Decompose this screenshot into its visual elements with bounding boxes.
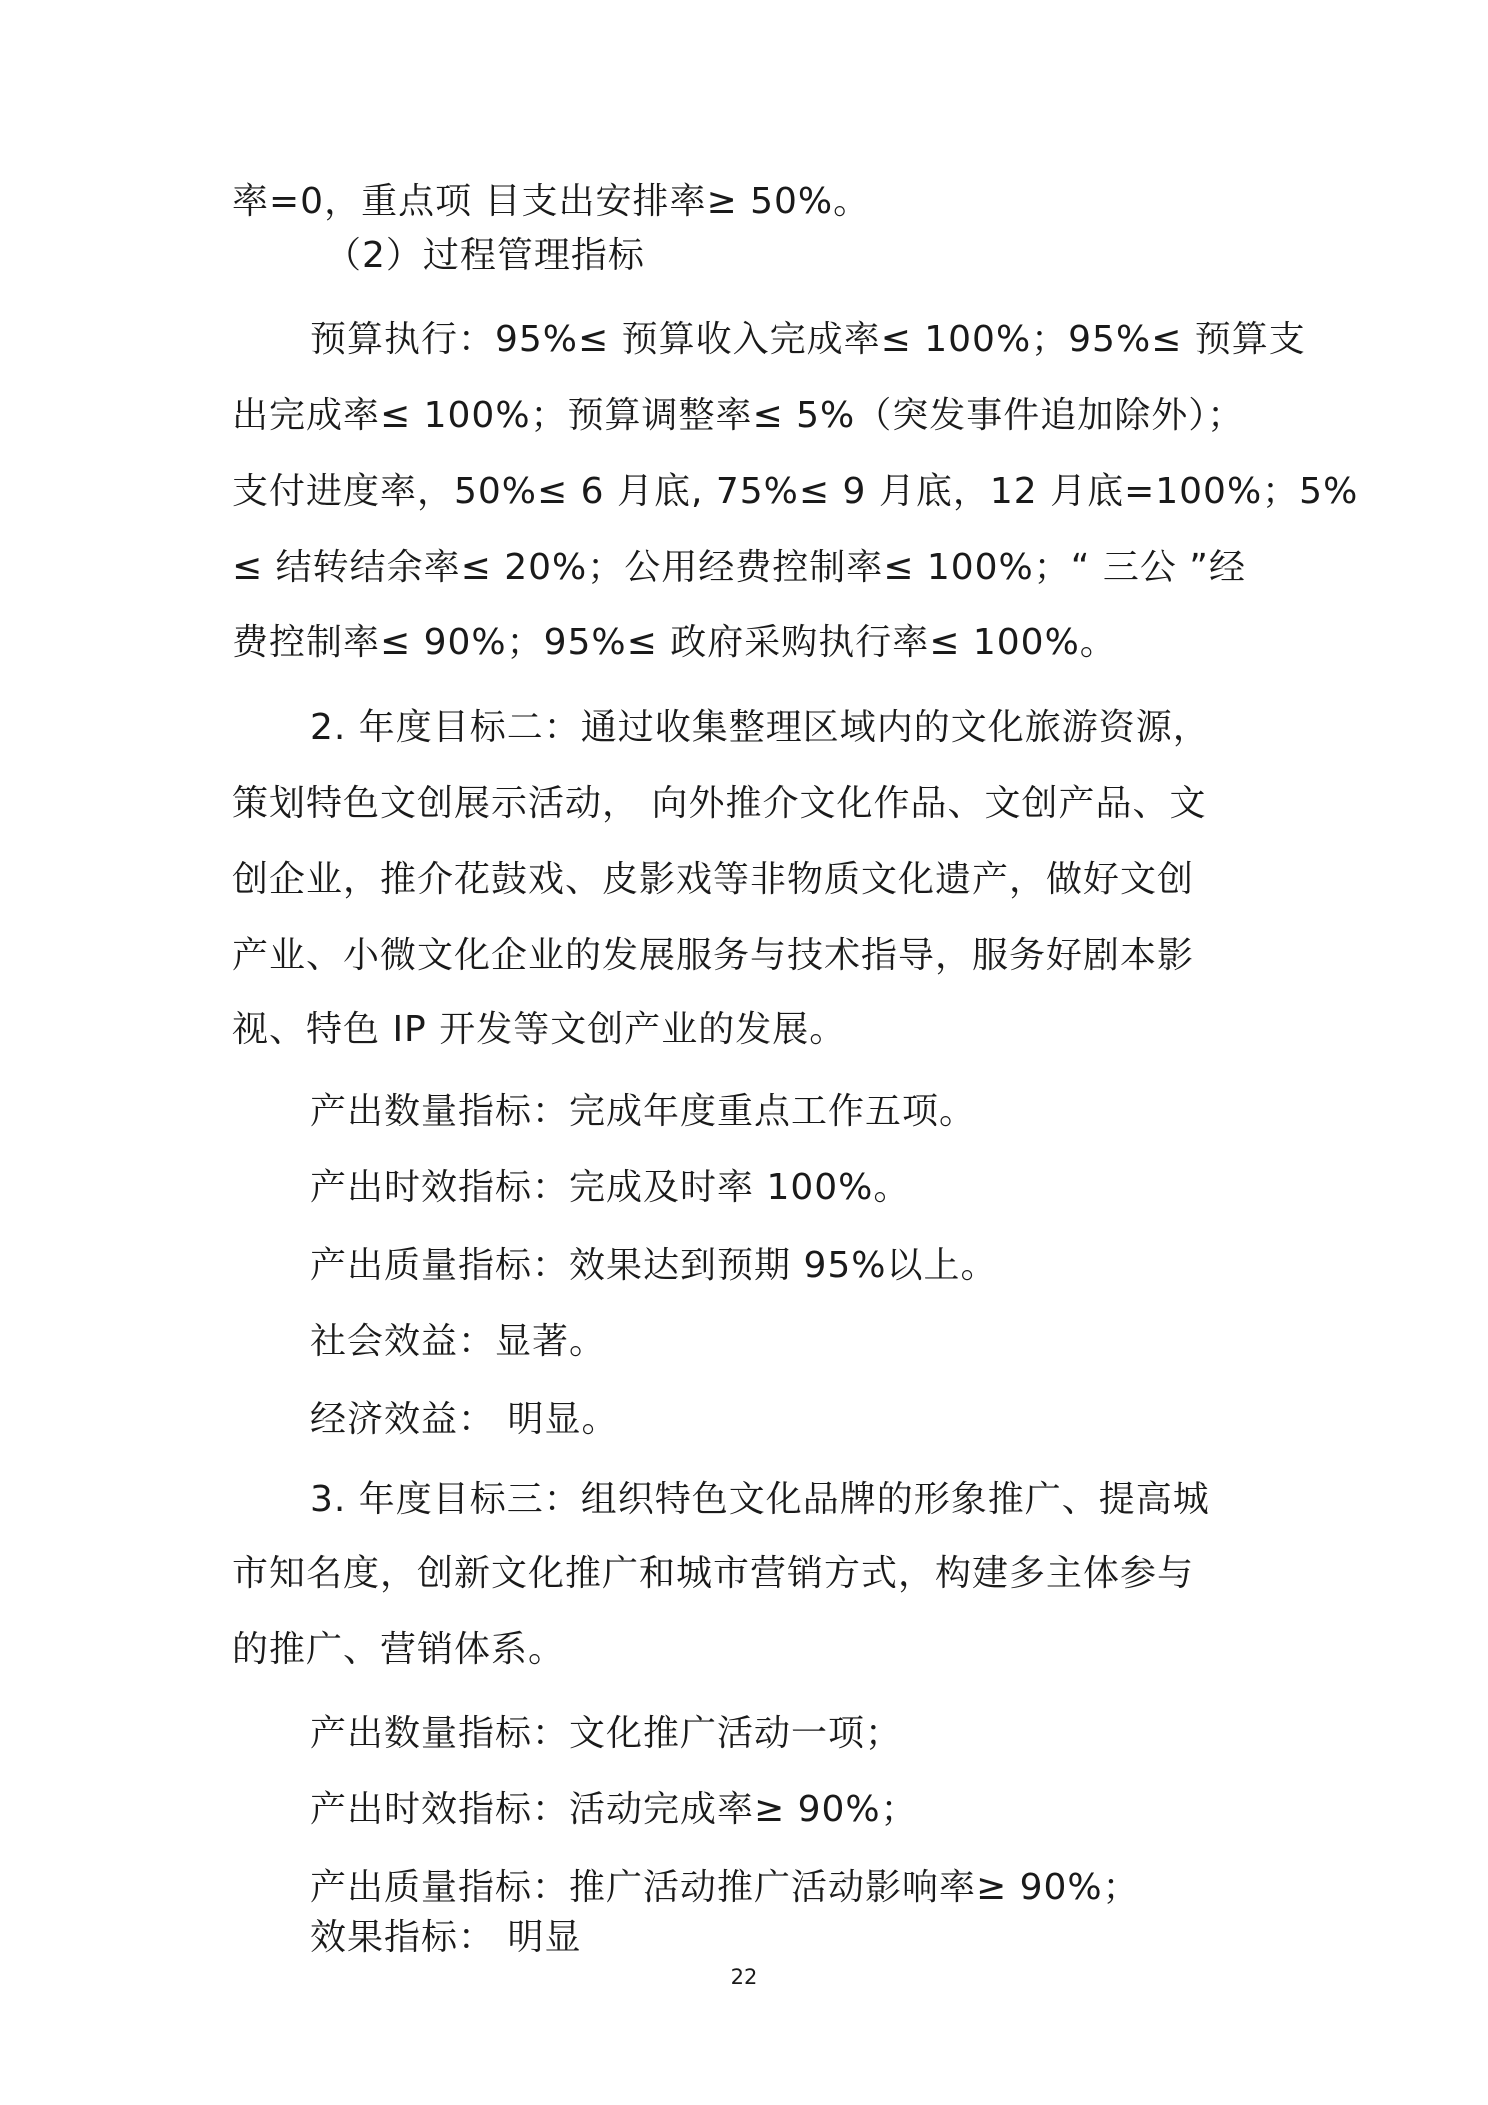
text-line: 率=0，重点项 目支出安排率≥ 50%。 — [232, 181, 871, 222]
indicator-line: 产出数量指标：文化推广活动一项； — [310, 1713, 903, 1754]
text-line: 费控制率≤ 90%；95%≤ 政府采购执行率≤ 100%。 — [232, 622, 1117, 663]
page-number: 22 — [730, 1965, 758, 1989]
text-line: 的推广、营销体系。 — [232, 1629, 566, 1670]
indicator-line: 产出质量指标：效果达到预期 95%以上。 — [310, 1245, 998, 1286]
indicator-line: 社会效益：显著。 — [310, 1321, 607, 1362]
indicator-line: 产出时效指标：活动完成率≥ 90%； — [310, 1789, 918, 1830]
text-line: ≤ 结转结余率≤ 20%；公用经费控制率≤ 100%；“ 三公 ”经 — [232, 547, 1246, 588]
text-line: 产业、小微文化企业的发展服务与技术指导，服务好剧本影 — [232, 935, 1195, 976]
text-line: 出完成率≤ 100%；预算调整率≤ 5%（突发事件追加除外）； — [232, 395, 1245, 436]
text-line: 预算执行：95%≤ 预算收入完成率≤ 100%；95%≤ 预算支 — [310, 319, 1306, 360]
indicator-line: 产出质量指标：推广活动推广活动影响率≥ 90%； — [310, 1867, 1140, 1908]
text-line: 支付进度率，50%≤ 6 月底, 75%≤ 9 月底，12 月底=100%；5% — [232, 471, 1359, 512]
text-line: 市知名度，创新文化推广和城市营销方式，构建多主体参与 — [232, 1553, 1195, 1594]
text-line: 创企业，推介花鼓戏、皮影戏等非物质文化遗产，做好文创 — [232, 859, 1195, 900]
text-line: 视、特色 IP 开发等文创产业的发展。 — [232, 1009, 847, 1050]
text-line: 策划特色文创展示活动， 向外推介文化作品、文创产品、文 — [232, 783, 1207, 824]
indicator-line: 产出数量指标：完成年度重点工作五项。 — [310, 1091, 977, 1132]
paragraph-start: 3. 年度目标三：组织特色文化品牌的形象推广、提高城 — [310, 1479, 1210, 1520]
section-heading: （2）过程管理指标 — [325, 235, 645, 276]
indicator-line: 效果指标： 明显 — [310, 1917, 582, 1958]
indicator-line: 产出时效指标：完成及时率 100%。 — [310, 1167, 911, 1208]
indicator-line: 经济效益： 明显。 — [310, 1399, 619, 1440]
paragraph-start: 2. 年度目标二：通过收集整理区域内的文化旅游资源， — [310, 707, 1210, 748]
